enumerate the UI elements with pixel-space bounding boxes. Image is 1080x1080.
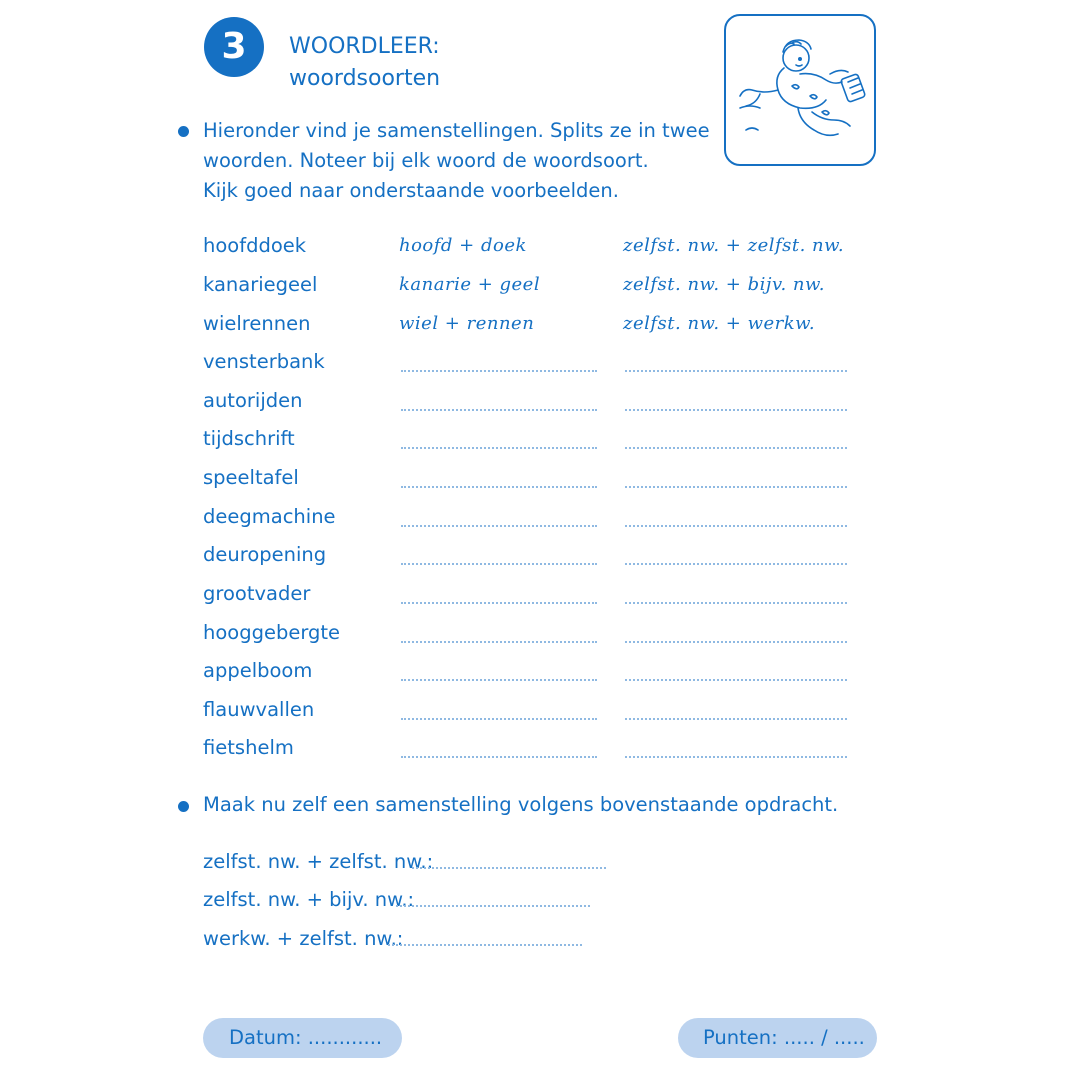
instruction-line: Kijk goed naar onderstaande voorbeelden. (203, 179, 619, 202)
compound-word: autorijden (203, 389, 303, 412)
split-answer-line[interactable] (401, 525, 597, 527)
exercise-row (203, 388, 883, 427)
combo-prompt: zelfst. nw. + bijv. nw.: (203, 888, 415, 911)
instructions (203, 116, 710, 206)
compound-word: speeltafel (203, 466, 299, 489)
combo-prompt: werkw. + zelfst. nw.: (203, 927, 404, 950)
combo-answer-line[interactable] (396, 905, 590, 907)
illustration-frame (724, 14, 876, 166)
points-field[interactable]: Punten: ..... / ..... (678, 1018, 877, 1058)
word-type-answer: zelfst. nw. + zelfst. nw. (623, 235, 845, 256)
word-type-answer-line[interactable] (625, 447, 847, 449)
split-answer-line[interactable] (401, 409, 597, 411)
page-title (289, 31, 440, 95)
task2-instruction: Maak nu zelf een samenstelling volgens bovenstaande opdracht. (203, 793, 839, 816)
title-line-1: WOORDLEER: (289, 34, 440, 59)
compound-word: hoofddoek (203, 234, 307, 257)
word-type-answer-line[interactable] (625, 641, 847, 643)
word-type-answer-line[interactable] (625, 409, 847, 411)
compound-word: tijdschrift (203, 427, 295, 450)
split-answer-line[interactable] (401, 370, 597, 372)
word-type-answer-line[interactable] (625, 486, 847, 488)
split-answer-line[interactable] (401, 486, 597, 488)
compound-word: deegmachine (203, 505, 336, 528)
compound-word: vensterbank (203, 350, 325, 373)
split-answer-line[interactable] (401, 679, 597, 681)
exercise-number: 3 (204, 17, 264, 77)
split-answer-line[interactable] (401, 718, 597, 720)
split-answer: hoofd + doek (399, 235, 527, 256)
combo-answer-line[interactable] (412, 867, 606, 869)
exercise-row (203, 620, 883, 659)
combo-prompt: zelfst. nw. + zelfst. nw.: (203, 850, 434, 873)
compound-word: wielrennen (203, 312, 311, 335)
child-running-icon (726, 16, 874, 164)
split-answer-line[interactable] (401, 641, 597, 643)
word-type-answer-line[interactable] (625, 602, 847, 604)
word-type-answer-line[interactable] (625, 679, 847, 681)
word-type-answer: zelfst. nw. + werkw. (623, 313, 816, 334)
compound-word: kanariegeel (203, 273, 318, 296)
word-type-answer-line[interactable] (625, 525, 847, 527)
bullet-icon (178, 126, 189, 137)
split-answer-line[interactable] (401, 447, 597, 449)
exercise-row (203, 349, 883, 388)
compound-word: deuropening (203, 543, 327, 566)
exercise-row (203, 581, 883, 620)
compound-word: grootvader (203, 582, 311, 605)
bullet-icon (178, 801, 189, 812)
instruction-line: Hieronder vind je samenstellingen. Splits ze in twee (203, 119, 710, 142)
exercise-row (203, 233, 883, 272)
compound-word: hooggebergte (203, 621, 341, 644)
exercise-row (203, 697, 883, 736)
word-type-answer-line[interactable] (625, 563, 847, 565)
split-answer-line[interactable] (401, 756, 597, 758)
exercise-row (203, 658, 883, 697)
combo-answer-line[interactable] (388, 944, 582, 946)
word-type-answer-line[interactable] (625, 370, 847, 372)
split-answer: kanarie + geel (399, 274, 541, 295)
word-type-answer-line[interactable] (625, 756, 847, 758)
exercise-row (203, 311, 883, 350)
word-type-answer: zelfst. nw. + bijv. nw. (623, 274, 826, 295)
split-answer-line[interactable] (401, 563, 597, 565)
exercise-row (203, 426, 883, 465)
compound-word: flauwvallen (203, 698, 315, 721)
title-line-2: woordsoorten (289, 66, 441, 91)
exercise-row (203, 735, 883, 774)
exercise-row (203, 272, 883, 311)
split-answer-line[interactable] (401, 602, 597, 604)
word-type-answer-line[interactable] (625, 718, 847, 720)
instruction-line: woorden. Noteer bij elk woord de woordsoort. (203, 149, 649, 172)
split-answer: wiel + rennen (399, 313, 535, 334)
exercise-row (203, 465, 883, 504)
exercise-row (203, 542, 883, 581)
compound-word: appelboom (203, 659, 313, 682)
exercise-row (203, 504, 883, 543)
date-field[interactable]: Datum: ............ (203, 1018, 402, 1058)
compound-word: fietshelm (203, 736, 294, 759)
